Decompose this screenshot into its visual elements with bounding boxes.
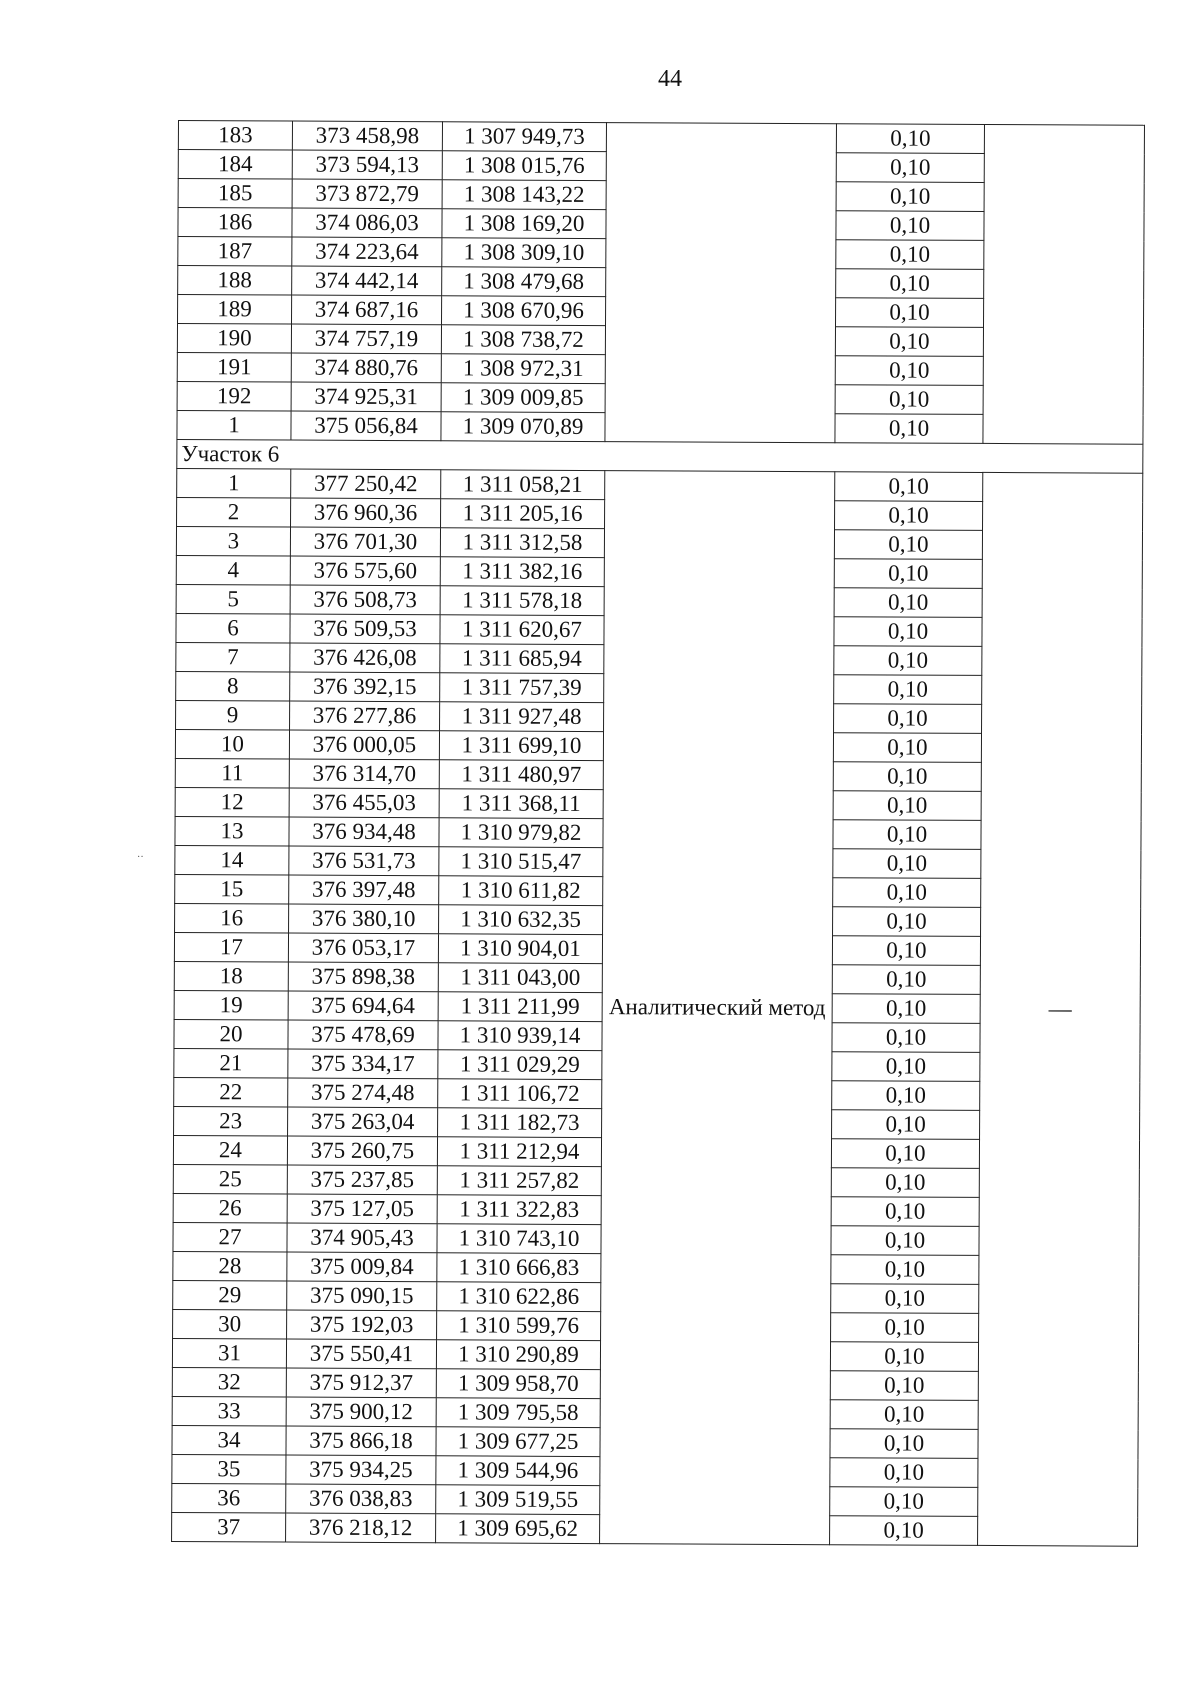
coordinate-x: 373 458,98 <box>292 121 442 151</box>
accuracy-value: 0,10 <box>834 675 982 705</box>
coordinate-x: 376 218,12 <box>286 1513 436 1543</box>
accuracy-value: 0,10 <box>836 153 984 183</box>
coordinate-y: 1 311 212,94 <box>437 1137 601 1167</box>
coordinate-x: 375 334,17 <box>288 1049 438 1079</box>
accuracy-value: 0,10 <box>831 1284 979 1314</box>
point-number: 188 <box>178 266 292 296</box>
coordinate-y: 1 310 939,14 <box>438 1021 602 1051</box>
point-number: 30 <box>173 1309 287 1339</box>
point-number: 20 <box>174 1019 288 1049</box>
coordinate-x: 373 872,79 <box>292 179 442 209</box>
coordinate-x: 376 392,15 <box>290 672 440 702</box>
coordinate-x: 376 426,08 <box>290 643 440 673</box>
accuracy-value: 0,10 <box>832 936 980 966</box>
coordinate-y: 1 308 309,10 <box>442 238 606 268</box>
accuracy-value: 0,10 <box>836 124 984 154</box>
point-number: 4 <box>176 555 290 585</box>
point-number: 24 <box>173 1135 287 1165</box>
coordinate-x: 375 056,84 <box>291 411 441 441</box>
point-number: 1 <box>177 410 291 440</box>
coordinate-x: 375 912,37 <box>286 1368 436 1398</box>
coordinate-y: 1 311 205,16 <box>441 499 605 529</box>
coordinate-y: 1 311 368,11 <box>439 789 603 819</box>
point-number: 26 <box>173 1193 287 1223</box>
coordinate-x: 374 757,19 <box>291 324 441 354</box>
point-number: 22 <box>174 1077 288 1107</box>
coordinate-y: 1 311 312,58 <box>440 528 604 558</box>
accuracy-value: 0,10 <box>833 733 981 763</box>
coordinate-y: 1 309 544,96 <box>436 1456 600 1486</box>
coordinate-x: 375 260,75 <box>287 1136 437 1166</box>
accuracy-value: 0,10 <box>833 849 981 879</box>
accuracy-value: 0,10 <box>836 240 984 270</box>
point-number: 185 <box>178 179 292 209</box>
coordinate-x: 376 314,70 <box>289 759 439 789</box>
point-number: 18 <box>174 961 288 991</box>
point-number: 189 <box>178 295 292 325</box>
accuracy-value: 0,10 <box>832 1081 980 1111</box>
section-header-row <box>177 439 1143 473</box>
coordinate-x: 375 898,38 <box>288 962 438 992</box>
coordinate-x: 376 277,86 <box>290 701 440 731</box>
accuracy-value: 0,10 <box>831 1313 979 1343</box>
point-number: 36 <box>172 1483 286 1513</box>
coordinate-y: 1 309 795,58 <box>436 1398 600 1428</box>
point-number: 32 <box>172 1367 286 1397</box>
coordinate-y: 1 311 757,39 <box>440 673 604 703</box>
accuracy-value: 0,10 <box>836 211 984 241</box>
accuracy-value: 0,10 <box>835 298 983 328</box>
coordinate-x: 376 575,60 <box>290 556 440 586</box>
coordinate-y: 1 310 632,35 <box>439 905 603 935</box>
coordinate-x: 375 192,03 <box>287 1310 437 1340</box>
coordinate-x: 375 263,04 <box>288 1107 438 1137</box>
point-number: 23 <box>174 1106 288 1136</box>
table-row <box>177 468 1143 502</box>
point-number: 7 <box>176 642 290 672</box>
accuracy-value: 0,10 <box>832 1023 980 1053</box>
point-number: 21 <box>174 1048 288 1078</box>
coordinate-y: 1 311 480,97 <box>439 760 603 790</box>
coordinate-x: 376 397,48 <box>289 875 439 905</box>
accuracy-value: 0,10 <box>833 820 981 850</box>
point-number: 186 <box>178 208 292 238</box>
scan-speck: ·· <box>137 852 144 863</box>
coordinate-y: 1 311 211,99 <box>438 992 602 1022</box>
coordinate-x: 374 925,31 <box>291 382 441 412</box>
coordinate-y: 1 311 106,72 <box>438 1079 602 1109</box>
coordinate-x: 376 701,30 <box>290 527 440 557</box>
coordinate-x: 376 380,10 <box>289 904 439 934</box>
coordinate-x: 374 442,14 <box>292 266 442 296</box>
coordinate-x: 375 550,41 <box>286 1339 436 1369</box>
coordinate-x: 377 250,42 <box>291 469 441 499</box>
accuracy-value: 0,10 <box>834 559 982 589</box>
coordinate-y: 1 308 670,96 <box>442 296 606 326</box>
coordinate-y: 1 308 015,76 <box>442 151 606 181</box>
accuracy-value: 0,10 <box>836 269 984 299</box>
table-row <box>178 121 1144 155</box>
coordinate-y: 1 311 058,21 <box>441 470 605 500</box>
point-number: 15 <box>175 874 289 904</box>
coordinate-x: 374 687,16 <box>292 295 442 325</box>
coordinate-x: 375 934,25 <box>286 1455 436 1485</box>
accuracy-value: 0,10 <box>833 907 981 937</box>
coordinate-x: 374 905,43 <box>287 1223 437 1253</box>
coordinate-y: 1 310 666,83 <box>437 1253 601 1283</box>
point-number: 191 <box>177 352 291 382</box>
coordinate-x: 376 508,73 <box>290 585 440 615</box>
accuracy-value: 0,10 <box>830 1342 978 1372</box>
coordinate-x: 375 127,05 <box>287 1194 437 1224</box>
point-number: 33 <box>172 1396 286 1426</box>
description-cell: — <box>978 472 1143 1546</box>
coordinate-x: 376 053,17 <box>288 933 438 963</box>
point-number: 17 <box>174 932 288 962</box>
accuracy-value: 0,10 <box>831 1197 979 1227</box>
accuracy-value: 0,10 <box>833 762 981 792</box>
coordinate-y: 1 308 738,72 <box>441 325 605 355</box>
accuracy-value: 0,10 <box>830 1429 978 1459</box>
point-number: 12 <box>175 787 289 817</box>
point-number: 34 <box>172 1425 286 1455</box>
coordinate-x: 376 960,36 <box>291 498 441 528</box>
accuracy-value: 0,10 <box>830 1458 978 1488</box>
accuracy-value: 0,10 <box>831 1255 979 1285</box>
accuracy-value: 0,10 <box>830 1487 978 1517</box>
coordinate-x: 373 594,13 <box>292 150 442 180</box>
coordinate-y: 1 309 695,62 <box>436 1514 600 1544</box>
point-number: 9 <box>176 700 290 730</box>
point-number: 1 <box>177 468 291 498</box>
coordinate-y: 1 309 677,25 <box>436 1427 600 1457</box>
accuracy-value: 0,10 <box>835 385 983 415</box>
point-number: 28 <box>173 1251 287 1281</box>
coordinates-table <box>171 120 1145 1547</box>
coordinate-y: 1 309 070,89 <box>441 412 605 442</box>
accuracy-value: 0,10 <box>835 327 983 357</box>
point-number: 19 <box>174 990 288 1020</box>
coordinate-x: 375 478,69 <box>288 1020 438 1050</box>
point-number: 31 <box>172 1338 286 1368</box>
coordinate-y: 1 311 322,83 <box>437 1195 601 1225</box>
coordinate-x: 375 237,85 <box>287 1165 437 1195</box>
accuracy-value: 0,10 <box>830 1400 978 1430</box>
point-number: 14 <box>175 845 289 875</box>
coordinate-y: 1 311 043,00 <box>438 963 602 993</box>
coordinate-y: 1 311 257,82 <box>437 1166 601 1196</box>
accuracy-value: 0,10 <box>836 182 984 212</box>
point-number: 16 <box>175 903 289 933</box>
coordinate-x: 376 934,48 <box>289 817 439 847</box>
accuracy-value: 0,10 <box>832 965 980 995</box>
coordinate-y: 1 310 622,86 <box>437 1282 601 1312</box>
accuracy-value: 0,10 <box>834 588 982 618</box>
section-title: Участок 6 <box>177 439 1143 473</box>
coordinate-x: 375 866,18 <box>286 1426 436 1456</box>
coordinate-y: 1 310 979,82 <box>439 818 603 848</box>
accuracy-value: 0,10 <box>835 472 983 502</box>
coordinate-x: 376 455,03 <box>289 788 439 818</box>
coordinate-y: 1 308 169,20 <box>442 209 606 239</box>
coordinate-y: 1 310 599,76 <box>437 1311 601 1341</box>
coordinate-x: 374 880,76 <box>291 353 441 383</box>
point-number: 29 <box>173 1280 287 1310</box>
point-number: 8 <box>176 671 290 701</box>
coordinate-y: 1 311 699,10 <box>439 731 603 761</box>
point-number: 6 <box>176 613 290 643</box>
coordinate-x: 375 274,48 <box>288 1078 438 1108</box>
coordinate-y: 1 310 904,01 <box>438 934 602 964</box>
accuracy-value: 0,10 <box>834 530 982 560</box>
method-cell: Аналитический метод <box>600 471 835 1545</box>
accuracy-value: 0,10 <box>831 1168 979 1198</box>
point-number: 187 <box>178 237 292 267</box>
accuracy-value: 0,10 <box>834 646 982 676</box>
coordinate-y: 1 310 611,82 <box>439 876 603 906</box>
accuracy-value: 0,10 <box>830 1516 978 1546</box>
accuracy-value: 0,10 <box>832 994 980 1024</box>
accuracy-value: 0,10 <box>833 791 981 821</box>
coordinates-table-body <box>172 121 1145 1547</box>
description-cell <box>983 124 1145 444</box>
coordinate-x: 374 223,64 <box>292 237 442 267</box>
point-number: 11 <box>175 758 289 788</box>
coordinate-x: 376 509,53 <box>290 614 440 644</box>
accuracy-value: 0,10 <box>834 617 982 647</box>
method-cell <box>605 123 837 443</box>
coordinate-x: 376 000,05 <box>289 730 439 760</box>
point-number: 192 <box>177 381 291 411</box>
coordinate-x: 375 090,15 <box>287 1281 437 1311</box>
coordinate-y: 1 309 519,55 <box>436 1485 600 1515</box>
coordinate-y: 1 311 927,48 <box>440 702 604 732</box>
page-number: 44 <box>658 66 682 92</box>
coordinate-y: 1 309 958,70 <box>436 1369 600 1399</box>
accuracy-value: 0,10 <box>832 1110 980 1140</box>
coordinate-y: 1 309 009,85 <box>441 383 605 413</box>
coordinate-x: 376 038,83 <box>286 1484 436 1514</box>
coordinate-y: 1 308 143,22 <box>442 180 606 210</box>
coordinate-y: 1 307 949,73 <box>442 122 606 152</box>
point-number: 183 <box>178 121 292 151</box>
point-number: 3 <box>176 526 290 556</box>
point-number: 13 <box>175 816 289 846</box>
accuracy-value: 0,10 <box>832 1052 980 1082</box>
accuracy-value: 0,10 <box>835 356 983 386</box>
coordinate-y: 1 311 182,73 <box>438 1108 602 1138</box>
accuracy-value: 0,10 <box>830 1371 978 1401</box>
coordinate-x: 376 531,73 <box>289 846 439 876</box>
coordinate-x: 374 086,03 <box>292 208 442 238</box>
point-number: 10 <box>175 729 289 759</box>
accuracy-value: 0,10 <box>835 501 983 531</box>
accuracy-value: 0,10 <box>835 414 983 444</box>
coordinate-y: 1 311 620,67 <box>440 615 604 645</box>
coordinate-y: 1 308 479,68 <box>442 267 606 297</box>
coordinate-y: 1 311 029,29 <box>438 1050 602 1080</box>
point-number: 184 <box>178 150 292 180</box>
point-number: 27 <box>173 1222 287 1252</box>
accuracy-value: 0,10 <box>831 1226 979 1256</box>
point-number: 25 <box>173 1164 287 1194</box>
accuracy-value: 0,10 <box>834 704 982 734</box>
point-number: 5 <box>176 584 290 614</box>
point-number: 37 <box>172 1512 286 1542</box>
point-number: 35 <box>172 1454 286 1484</box>
coordinate-y: 1 310 743,10 <box>437 1224 601 1254</box>
coordinate-x: 375 009,84 <box>287 1252 437 1282</box>
point-number: 190 <box>177 324 291 354</box>
coordinate-y: 1 311 382,16 <box>440 557 604 587</box>
coordinate-y: 1 310 290,89 <box>436 1340 600 1370</box>
point-number: 2 <box>177 497 291 527</box>
coordinate-y: 1 310 515,47 <box>439 847 603 877</box>
coordinate-y: 1 308 972,31 <box>441 354 605 384</box>
coordinate-y: 1 311 578,18 <box>440 586 604 616</box>
coordinate-y: 1 311 685,94 <box>440 644 604 674</box>
accuracy-value: 0,10 <box>831 1139 979 1169</box>
coordinate-x: 375 900,12 <box>286 1397 436 1427</box>
accuracy-value: 0,10 <box>833 878 981 908</box>
coordinate-x: 375 694,64 <box>288 991 438 1021</box>
